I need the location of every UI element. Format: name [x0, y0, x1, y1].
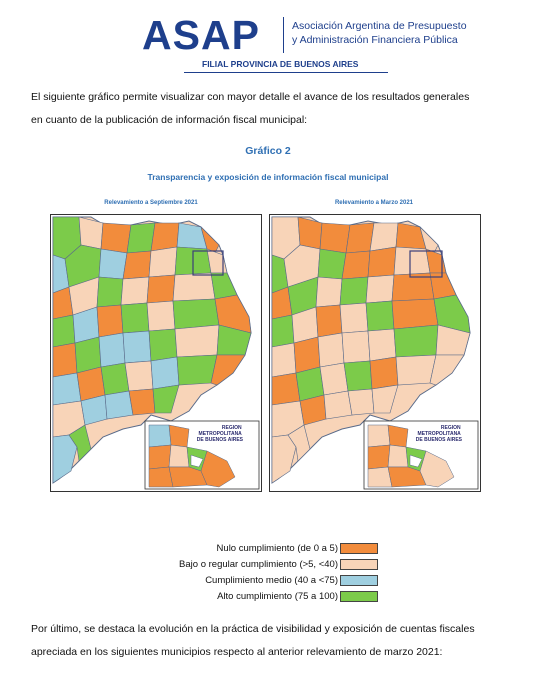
legend-item-medio — [120, 573, 420, 589]
map-march-graphic — [270, 215, 480, 491]
map-caption-march: Relevamiento a Marzo 2021 — [334, 200, 414, 206]
inset-label-september: REGION METROPOLITANA DE BUENOS AIRES — [196, 425, 243, 443]
map-march-2021 — [269, 214, 481, 492]
map-legend — [120, 541, 420, 605]
legend-label: Bajo o regular cumplimiento (>5, <40) — [179, 559, 338, 570]
closing-line-1: Por último, se destaca la evolución en la práctica de visibilidad y exposición de cuentas fiscales — [31, 623, 475, 635]
intro-line-2: en cuanto de la publicación de información fiscal municipal: — [31, 114, 308, 126]
branch-subheader: FILIAL PROVINCIA DE BUENOS AIRES — [202, 59, 359, 69]
intro-paragraph — [31, 86, 511, 132]
legend-swatch — [340, 559, 378, 570]
inset-label-march: REGION METROPOLITANA DE BUENOS AIRES — [415, 425, 462, 443]
organization-name-line-1: Asociación Argentina de Presupuesto — [292, 20, 467, 32]
closing-paragraph — [31, 618, 511, 664]
intro-line-1: El siguiente gráfico permite visualizar con mayor detalle el avance de los resultados generales — [31, 91, 470, 103]
legend-swatch — [340, 591, 378, 602]
map-september-2021 — [50, 214, 262, 492]
organization-name-line-2: y Administración Financiera Pública — [292, 34, 458, 46]
asap-logo: ASAP — [142, 12, 260, 58]
header-rule — [184, 72, 388, 73]
closing-line-2: apreciada en los siguientes municipios respecto al anterior relevamiento de marzo 2021: — [31, 646, 443, 658]
legend-item-alto — [120, 589, 420, 605]
map-september-graphic — [51, 215, 261, 491]
legend-item-bajo — [120, 557, 420, 573]
legend-label: Alto cumplimiento (75 a 100) — [217, 591, 338, 602]
legend-swatch — [340, 543, 378, 554]
legend-label: Cumplimiento medio (40 a <75) — [205, 575, 338, 586]
legend-swatch — [340, 575, 378, 586]
figure-title: Transparencia y exposición de información fiscal municipal — [147, 172, 389, 182]
document-header — [0, 0, 536, 80]
figure-label: Gráfico 2 — [245, 145, 291, 157]
organization-name — [292, 19, 467, 47]
legend-item-nulo — [120, 541, 420, 557]
logo-divider — [283, 17, 284, 53]
legend-label: Nulo cumplimiento (de 0 a 5) — [216, 543, 338, 554]
map-caption-september: Relevamiento a Septiembre 2021 — [104, 200, 198, 206]
